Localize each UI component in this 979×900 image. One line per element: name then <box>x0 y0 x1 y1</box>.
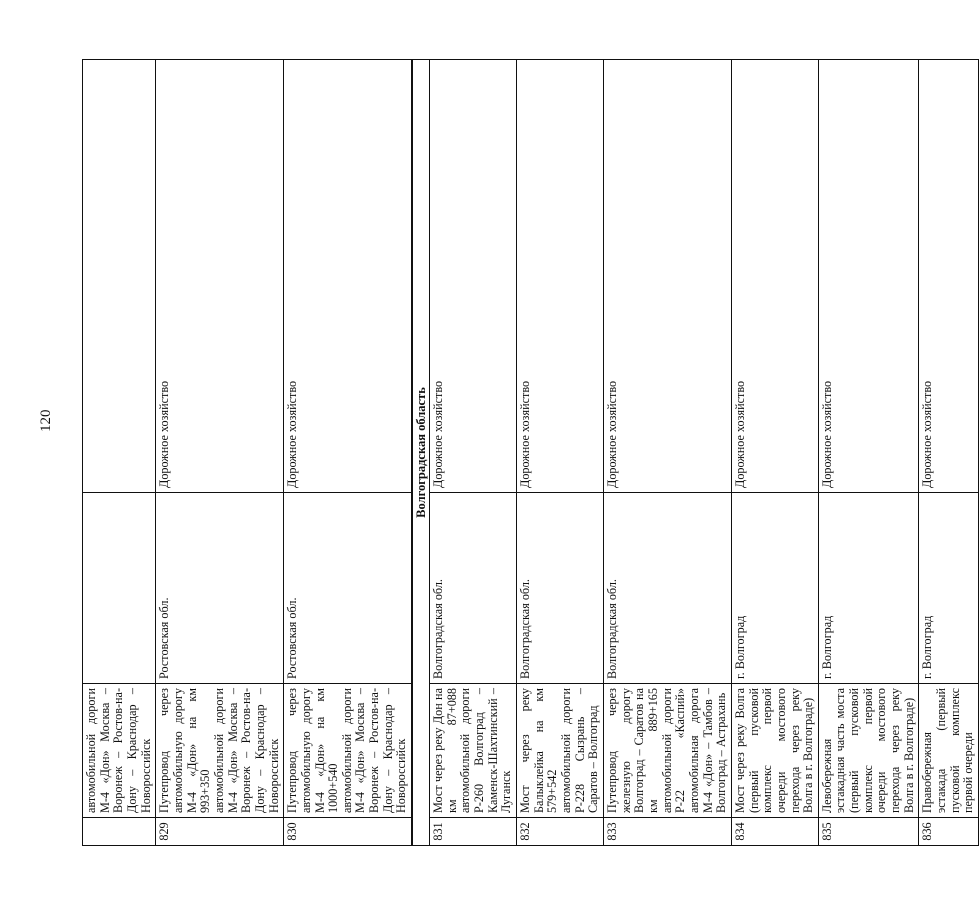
table-row <box>603 60 731 846</box>
table-row-continuation <box>83 60 156 846</box>
cell-sector: Дорожное хозяйство <box>156 60 284 493</box>
table-row <box>156 60 284 846</box>
cell-location: Ростовская обл. <box>156 493 284 684</box>
cell-num: 830 <box>284 818 412 846</box>
cell-num: 833 <box>603 818 731 846</box>
cell-sector: Дорожное хозяйство <box>430 60 517 493</box>
region-header: Волгоградская область <box>412 60 430 846</box>
cell-location: Волгоградская обл. <box>430 493 517 684</box>
rotated-table-container <box>82 60 976 846</box>
cell-location: г. Волгоград <box>919 493 979 684</box>
cell-num: 831 <box>430 818 517 846</box>
cell-location: г. Волгоград <box>731 493 818 684</box>
table-row <box>731 60 818 846</box>
cell-num: 836 <box>919 818 979 846</box>
cell-sector: Дорожное хозяйство <box>284 60 412 493</box>
cell-num: 835 <box>818 818 919 846</box>
cell-sector: Дорожное хозяйство <box>731 60 818 493</box>
cell-sector: Дорожное хозяйство <box>603 60 731 493</box>
table-row <box>517 60 604 846</box>
cell-name: Путепровод через автомобильную дорогу М-4 «Дон» на км 993+350 автомобильной дороги М-4 «Дон» Москва – Воронеж – Ростов-на-Дону – Краснодар – Новороссийск <box>156 684 284 818</box>
cell-location <box>83 493 156 684</box>
cell-sector: Дорожное хозяйство <box>517 60 604 493</box>
cell-name: Мост через реку Балыклейка на км 579+542 автомобильной дороги Р-228 Сызрань – Саратов – Волгоград <box>517 684 604 818</box>
cell-name: Путепровод через автомобильную дорогу М-4 «Дон» на км 1000+540 автомобильной дороги М-4 «Дон» Москва – Воронеж – Ростов-на-Дону – Краснодар – Новороссийск <box>284 684 412 818</box>
cell-name: Левобережная эстакадная часть моста (первый пусковой комплекс первой очереди мостового перехода через реку Волга в г. Волгограде) <box>818 684 919 818</box>
table-row <box>430 60 517 846</box>
objects-table <box>82 59 979 846</box>
cell-num <box>83 818 156 846</box>
cell-sector <box>83 60 156 493</box>
cell-location: Ростовская обл. <box>284 493 412 684</box>
cell-location: Волгоградская обл. <box>603 493 731 684</box>
cell-num: 832 <box>517 818 604 846</box>
cell-name: Путепровод через железную дорогу Волгоград – Саратов на км 889+165 автомобильной дороги Р-22 «Каспий» автомобильная дорога М-4 «Дон» – Тамбов – Волгоград – Астрахань <box>603 684 731 818</box>
cell-num: 829 <box>156 818 284 846</box>
cell-sector: Дорожное хозяйство <box>919 60 979 493</box>
cell-name: Мост через реку Волга (первый пусковой комплекс первой очереди мостового перехода через реку Волга в г. Волгограде) <box>731 684 818 818</box>
page-number: 120 <box>38 409 54 432</box>
region-header-row <box>412 60 430 846</box>
table-row <box>919 60 979 846</box>
cell-location: Волгоградская обл. <box>517 493 604 684</box>
cell-name: Мост через реку Дон на км 87+088 автомобильной дороги Р-260 Волгоград – Каменск-Шахтинский – Луганск <box>430 684 517 818</box>
table-row <box>818 60 919 846</box>
cell-location: г. Волгоград <box>818 493 919 684</box>
cell-sector: Дорожное хозяйство <box>818 60 919 493</box>
cell-name: Правобережная эстакада (первый пусковой комплекс первой очереди <box>919 684 979 818</box>
cell-num: 834 <box>731 818 818 846</box>
cell-name: автомобильной дороги М-4 «Дон» Москва – Воронеж – Ростов-на-Дону – Краснодар – Новороссийск <box>83 684 156 818</box>
table-row <box>284 60 412 846</box>
